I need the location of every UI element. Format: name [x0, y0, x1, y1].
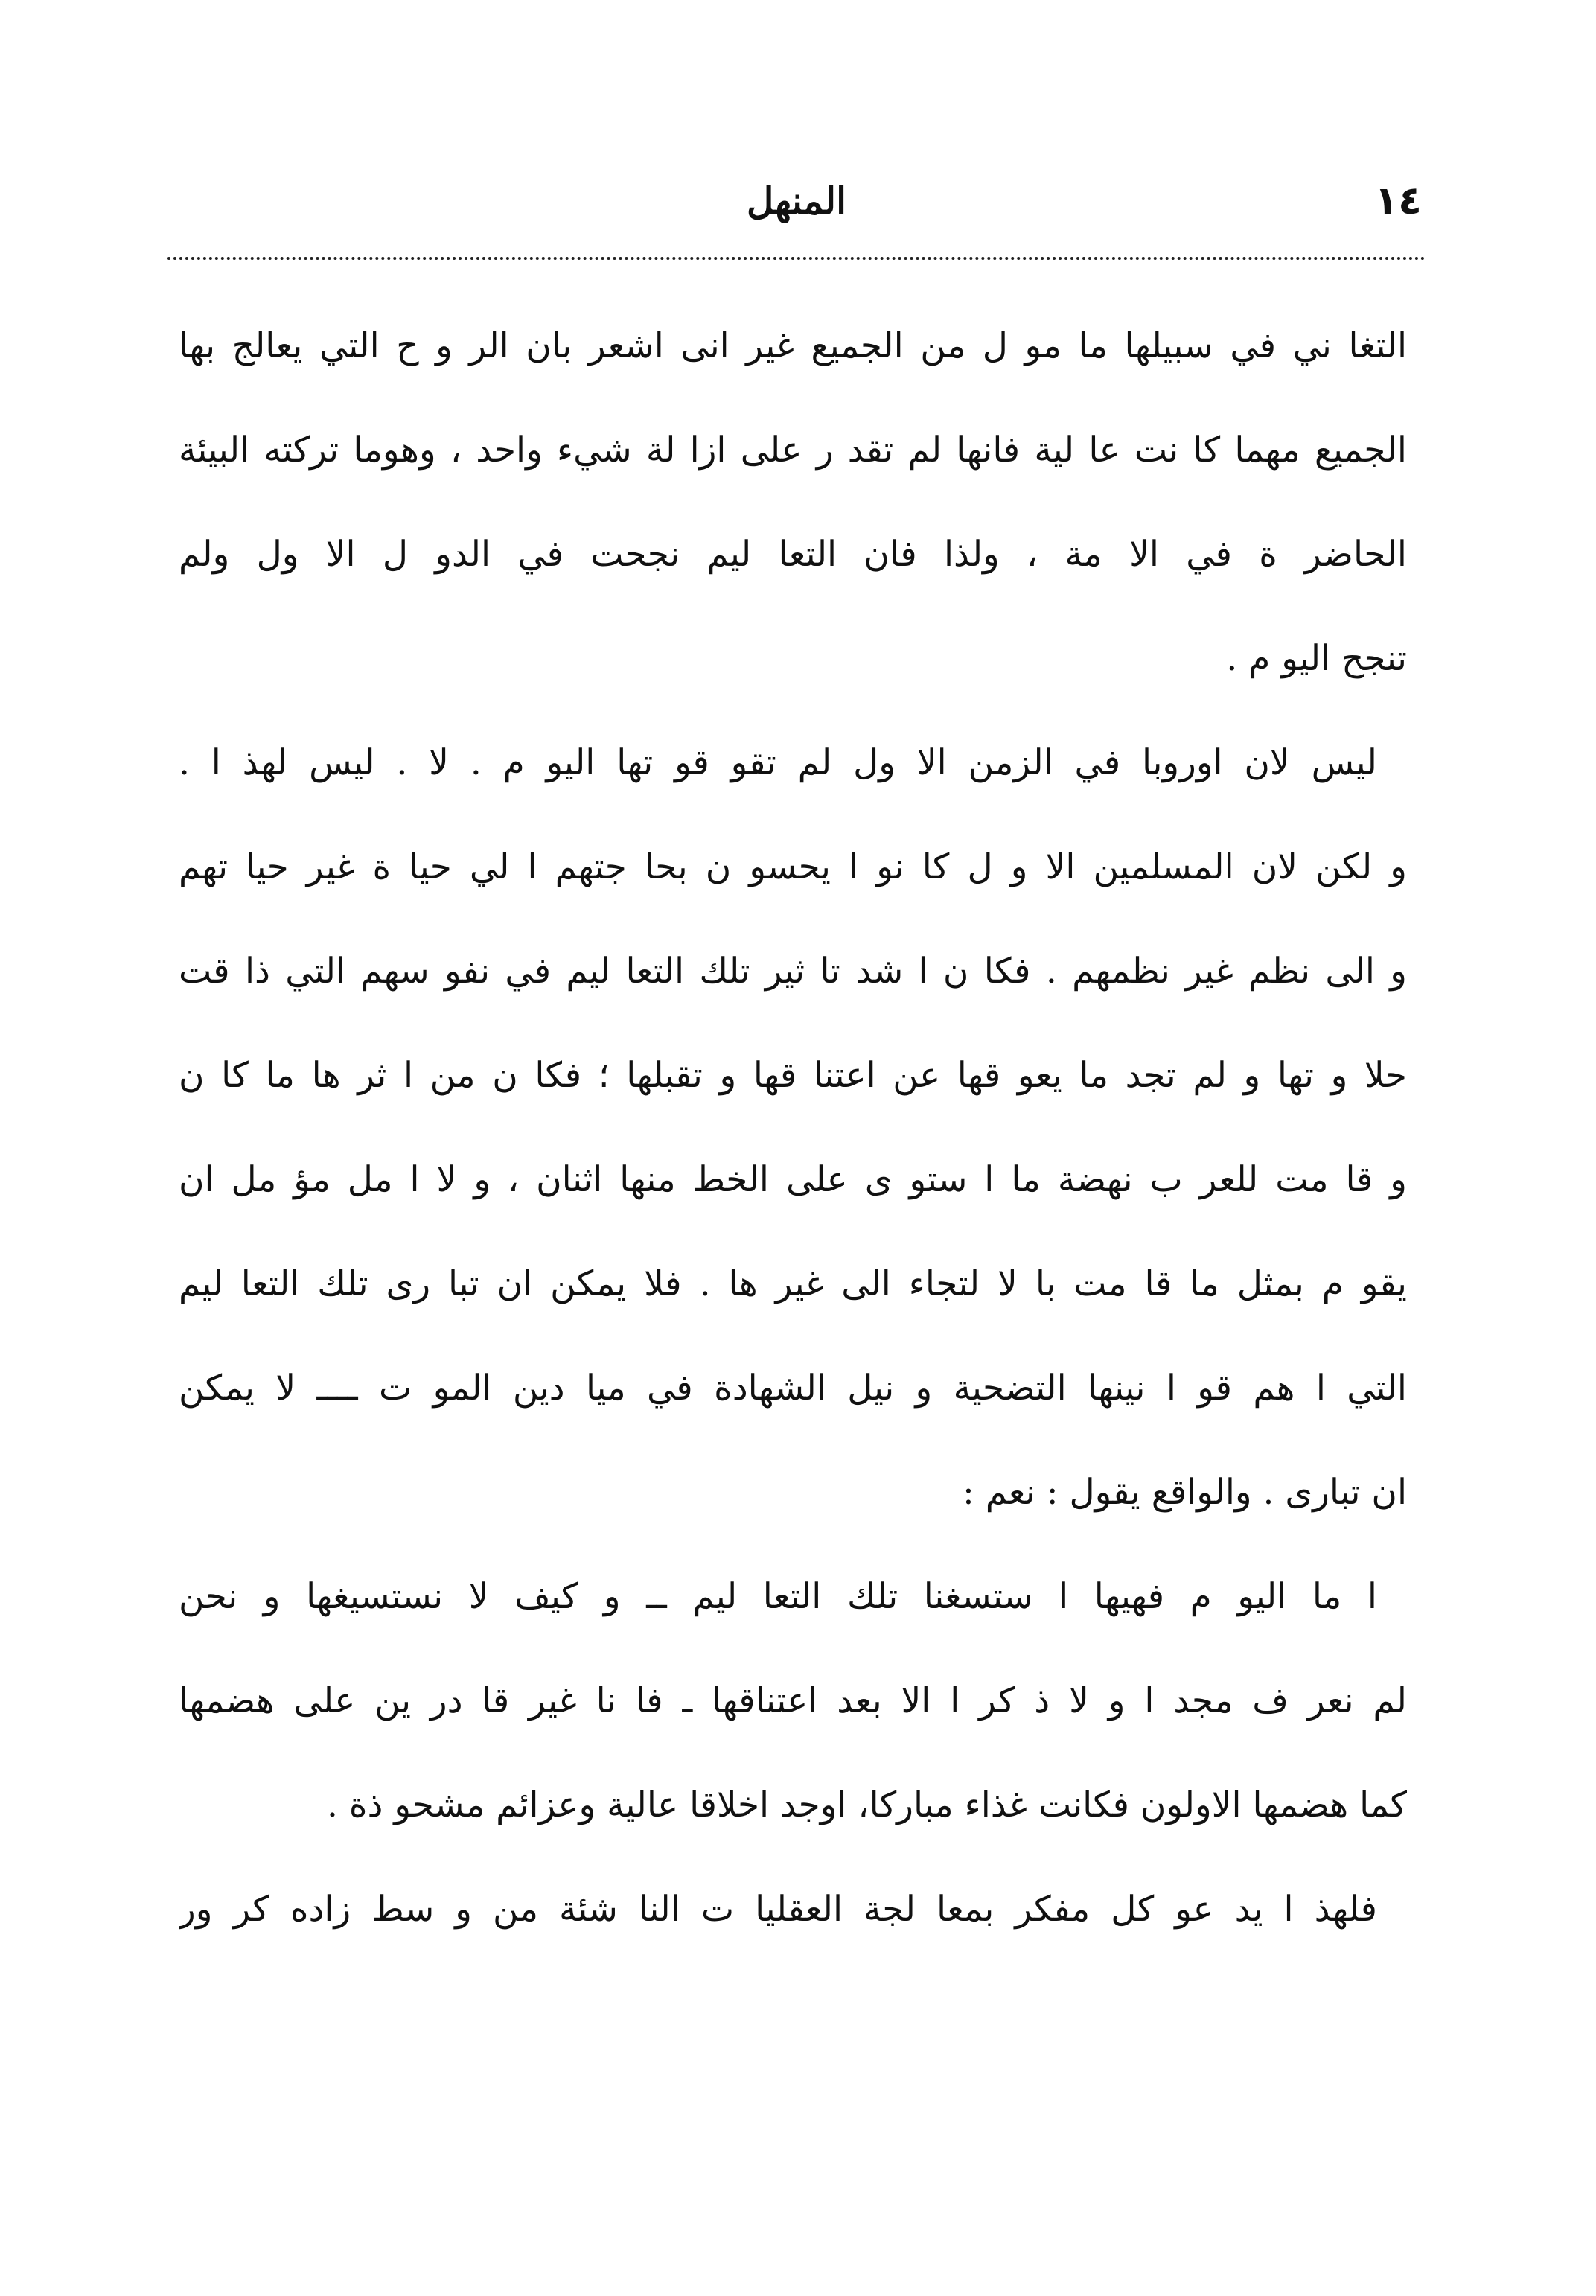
text-line: ليس لان اوروبا في الزمن الا ول لم تقو قو تها اليو م . لا . ليس لهذ ا .: [179, 742, 1377, 783]
text-line: تنجح اليو م .: [1226, 638, 1407, 679]
page-number: ١٤: [1374, 179, 1422, 223]
text-line: ان تبارى . والواقع يقول : نعم :: [962, 1472, 1407, 1513]
header-divider: [167, 257, 1426, 260]
text-line: لم نعر ف مجد ا و لا ذ كر ا الا بعد اعتناقها ـ فا نا غير قا در ين على هضمها: [179, 1680, 1407, 1721]
text-line: ا ما اليو م فهيها ا ستسغنا تلك التعا ليم ــ و كيف لا نستسيغها و نحن: [179, 1576, 1377, 1617]
paragraph: [179, 1545, 1407, 1857]
article-body: [179, 294, 1407, 1962]
text-line: و الى نظم غير نظمهم . فكا ن ا شد تا ثير تلك التعا ليم في نفو سهم التي ذا قت: [179, 951, 1407, 992]
text-line: حلا و تها و لم تجد ما يعو قها عن اعتنا قها و تقبلها ؛ فكا ن من ا ثر ها ما كا ن: [179, 1055, 1407, 1096]
paragraph: [179, 294, 1407, 711]
text-line: فلهذ ا يد عو كل مفكر بمعا لجة العقليا ت النا شئة من و سط زاده كر ور: [179, 1889, 1377, 1930]
paragraph: [179, 711, 1407, 1545]
text-line: و قا مت للعر ب نهضة ما ا ستو ى على الخط منها اثنان ، و لا ا مل مؤ مل ان: [179, 1159, 1407, 1200]
text-line: كما هضمها الاولون فكانت غذاء مباركا، اوجد اخلاقا عالية وعزائم مشحو ذة .: [327, 1785, 1407, 1825]
text-line: و لكن لان المسلمين الا و ل كا نو ا يحسو ن بحا جتهم ا لي حيا ة غير حيا تهم: [179, 846, 1407, 887]
page-header: [171, 179, 1422, 238]
text-line: يقو م بمثل ما قا مت با لا لتجاء الى غير ها . فلا يمكن ان تبا رى تلك التعا ليم: [179, 1263, 1407, 1304]
text-line: الجميع مهما كا نت عا لية فانها لم تقد ر على ازا لة شيء واحد ، وهوما تركته البيئة: [179, 430, 1407, 471]
running-title: المنهل: [746, 179, 847, 223]
text-line: التي ا هم قو ا نينها التضحية و نيل الشهادة في ميا دين المو ت ــــ لا يمكن: [179, 1368, 1407, 1409]
text-line: التغا ني في سبيلها ما مو ل من الجميع غير انى اشعر بان الر و ح التي يعالج بها: [179, 325, 1407, 366]
text-line: الحاضر ة في الا مة ، ولذا فان التعا ليم نجحت في الدو ل الا ول ولم: [179, 534, 1407, 575]
paragraph: [179, 1857, 1407, 1962]
